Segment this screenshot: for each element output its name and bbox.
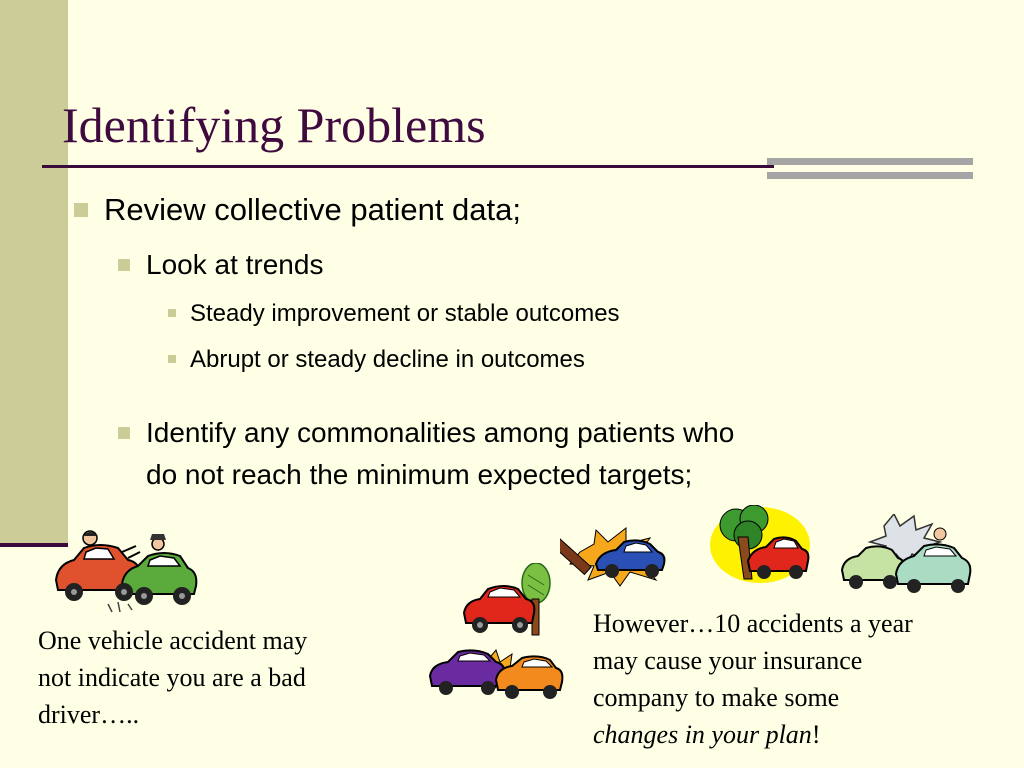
- square-bullet-icon: [118, 259, 130, 271]
- square-bullet-icon: [74, 203, 88, 217]
- car-into-tree-icon: [708, 505, 812, 585]
- corner-accent-line-top: [767, 158, 973, 165]
- corner-accent-line-bottom: [767, 172, 973, 179]
- caption-exclamation: !: [811, 720, 821, 749]
- bullet-abrupt-decline: [190, 346, 585, 374]
- bullet-look-at-trends: [146, 249, 323, 281]
- bullet-text-line-1: Identify any commonalities among patients who: [146, 417, 735, 448]
- caption-line-1: However…10 accidents a year: [593, 609, 913, 638]
- caption-line-2: may cause your insurance: [593, 646, 863, 675]
- caption-emphasis: changes in your plan: [593, 720, 812, 749]
- caption-line-2: not indicate you are a bad: [38, 663, 306, 692]
- bullet-steady-improvement: [190, 300, 620, 328]
- red-car-hitting-tree-icon: [458, 563, 558, 637]
- caption-line-1: One vehicle accident may: [38, 626, 308, 655]
- left-accent-bar: [0, 0, 68, 545]
- bullet-text-line-2: do not reach the minimum expected targets;: [146, 459, 693, 490]
- caption-line-3: driver…..: [38, 700, 140, 729]
- two-car-collision-icon: [48, 528, 198, 614]
- multi-car-pileup-icon: [836, 514, 972, 598]
- square-bullet-icon: [118, 427, 130, 439]
- caption-ten-accidents: [593, 605, 1013, 753]
- square-bullet-icon: [168, 355, 176, 363]
- bullet-identify-commonalities: [146, 412, 734, 496]
- bullet-text: Steady improvement or stable outcomes: [190, 300, 620, 327]
- caption-line-3: company to make some: [593, 683, 840, 712]
- bullet-text: Look at trends: [146, 249, 324, 280]
- square-bullet-icon: [168, 309, 176, 317]
- bullet-text: Review collective patient data;: [104, 192, 522, 227]
- title-underline: [42, 165, 774, 168]
- purple-orange-car-collision-icon: [426, 640, 564, 702]
- bullet-review-data: [104, 192, 521, 228]
- slide-title: Identifying Problems: [62, 97, 486, 153]
- bullet-text: Abrupt or steady decline in outcomes: [190, 346, 585, 373]
- caption-single-accident: [38, 622, 398, 733]
- car-hit-by-log-icon: [560, 522, 672, 588]
